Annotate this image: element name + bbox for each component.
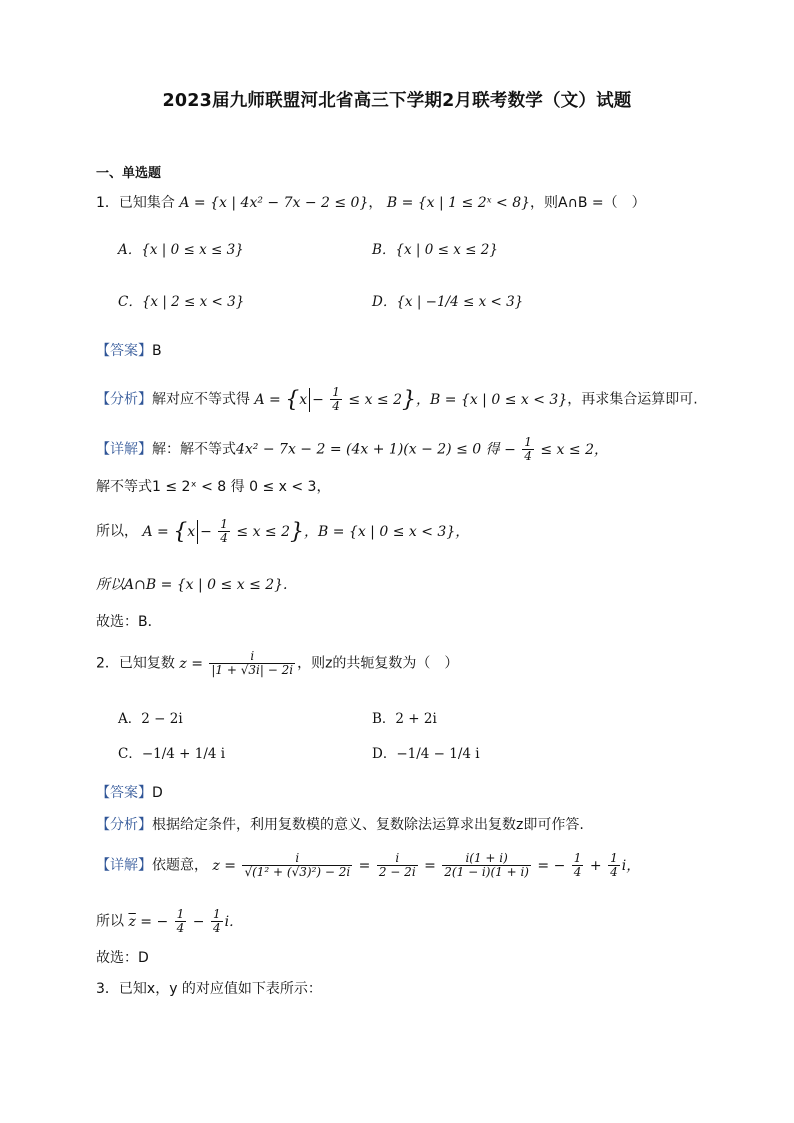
analysis-tag: 【分析】 <box>96 391 152 408</box>
q1-stem-prefix: 1．已知集合 <box>96 195 175 211</box>
q1-set-a: A = {x | 4x² − 7x − 2 ≤ 0} <box>179 195 369 211</box>
q1-detail-line3 <box>96 518 469 545</box>
q2-detail-frac1: $\frac{i}{\text{√(1² + (√3)²) − 2i}}$ <box>244 851 351 879</box>
q1-option-a: A．{x | 0 ≤ x ≤ 3} <box>118 242 244 258</box>
q1-analysis-text: 解对应不等式得 <box>152 391 250 408</box>
q3-stem: 3．已知x，y 的对应值如下表所示： <box>96 981 322 997</box>
fraction-quarter: $\frac{1}{4}$ <box>176 907 185 935</box>
answer-tag: 【答案】 <box>96 785 152 801</box>
q2-stem <box>96 650 458 677</box>
detail-tag: 【详解】 <box>96 441 152 458</box>
fraction-quarter: $\frac{1}{4}$ <box>610 851 618 879</box>
fraction-quarter: $\frac{1}{4}$ <box>573 851 582 879</box>
page-title: 2023届九师联盟河北省高三下学期2月联考数学（文）试题 <box>162 91 632 111</box>
q1-detail-result: − $\frac{1}{4}$ ≤ x ≤ 2， <box>504 435 608 463</box>
q2-detail-expr: z = $\frac{i}{\text{√(1² + (√3)²) − 2i}}$ = $\frac{i}{2 - 2i}$ = $\frac{i(1 + i)}{2(1 - i)(1 + i)}$ = − $\frac{1}{4}$ + $\frac{1}{4}$ i， <box>212 851 641 879</box>
answer-tag: 【答案】 <box>96 343 152 359</box>
detail-tag: 【详解】 <box>96 857 152 874</box>
q2-conj-expr: $\overline{z}$ = − $\frac{1}{4}$ − $\frac{1}{4}$ i． <box>128 907 244 935</box>
q1-detail-line1 <box>96 436 608 463</box>
fraction-quarter: $\frac{1}{4}$ <box>212 907 221 935</box>
q1-analysis-set-a: A = {x − $\frac{1}{4}$ ≤ x ≤ 2}，B = {x | 0 ≤ x < 3} <box>254 385 568 413</box>
q2-stem-prefix: 2．已知复数 <box>96 655 175 672</box>
q2-analysis-line <box>96 814 584 834</box>
fraction-quarter: $\frac{1}{4}$ <box>220 517 228 545</box>
q1-analysis-line <box>96 386 698 413</box>
q2-conj-prefix: 所以 <box>96 913 124 930</box>
q1-detail-text: 解：解不等式 <box>152 441 236 458</box>
q2-option-d: D．−1/4 − 1/4 i <box>372 746 480 762</box>
q1-ask: ，则A∩B =（ ） <box>530 195 646 211</box>
q2-detail-frac3: $\frac{i(1 + i)}{2(1 - i)(1 + i)}$ <box>444 851 529 879</box>
q2-choose: 故选：D <box>96 950 149 966</box>
q1-detail-sets: A = {x − $\frac{1}{4}$ ≤ x ≤ 2}，B = {x | 0 ≤ x < 3}， <box>142 517 470 545</box>
q2-answer: D <box>152 785 163 801</box>
fraction-quarter: $\frac{1}{4}$ <box>524 435 532 463</box>
q1-answer-line <box>96 340 162 360</box>
q2-stem-suffix: ，则z的共轭复数为（ ） <box>297 655 459 672</box>
q2-detail-frac2: $\frac{i}{2 - 2i}$ <box>378 851 416 879</box>
q1-detail-so: 所以， <box>96 523 138 540</box>
fraction-quarter: $\frac{1}{4}$ <box>332 385 340 413</box>
q1-option-b: B．{x | 0 ≤ x ≤ 2} <box>372 242 498 258</box>
q1-answer: B <box>152 343 162 359</box>
analysis-tag: 【分析】 <box>96 817 152 833</box>
q1-option-c: C．{x | 2 ≤ x < 3} <box>118 294 245 310</box>
q1-set-b: B = {x | 1 ≤ 2ˣ < 8} <box>386 195 531 211</box>
q2-detail-text: 依题意， <box>152 857 208 874</box>
q2-z-def: z = $\frac{i}{|1 + √3i| - 2i}$ <box>179 649 294 677</box>
q2-option-a: A．2 − 2i <box>118 711 183 727</box>
q2-option-c: C．−1/4 + 1/4 i <box>118 746 226 762</box>
q1-option-d: D．{x | −1/4 ≤ x < 3} <box>372 294 524 310</box>
q2-detail-line <box>96 852 640 879</box>
q2-answer-line <box>96 782 163 802</box>
q2-fraction: $\frac{i}{|1 + √3i| - 2i}$ <box>211 649 294 677</box>
q1-detail-expr: 4x² − 7x − 2 = (4x + 1)(x − 2) ≤ 0 得 <box>236 441 500 458</box>
q1-analysis-tail: ，再求集合运算即可. <box>567 391 698 408</box>
section-heading: 一、单选题 <box>96 166 162 181</box>
q2-option-b: B．2 + 2i <box>372 711 437 727</box>
q1-detail-line4: 所以A∩B = {x | 0 ≤ x ≤ 2}. <box>96 577 288 593</box>
q1-stem: 1．已知集合 A = {x | 4x² − 7x − 2 ≤ 0}， B = {x | 1 ≤ 2ˣ < 8}，则A∩B =（ ） <box>96 195 646 211</box>
q2-analysis-text: 根据给定条件，利用复数模的意义、复数除法运算求出复数z即可作答. <box>152 817 584 833</box>
q2-conj-line <box>96 908 243 935</box>
q1-detail-line2: 解不等式1 ≤ 2ˣ < 8 得 0 ≤ x < 3， <box>96 479 331 495</box>
q1-choose: 故选：B． <box>96 614 162 630</box>
